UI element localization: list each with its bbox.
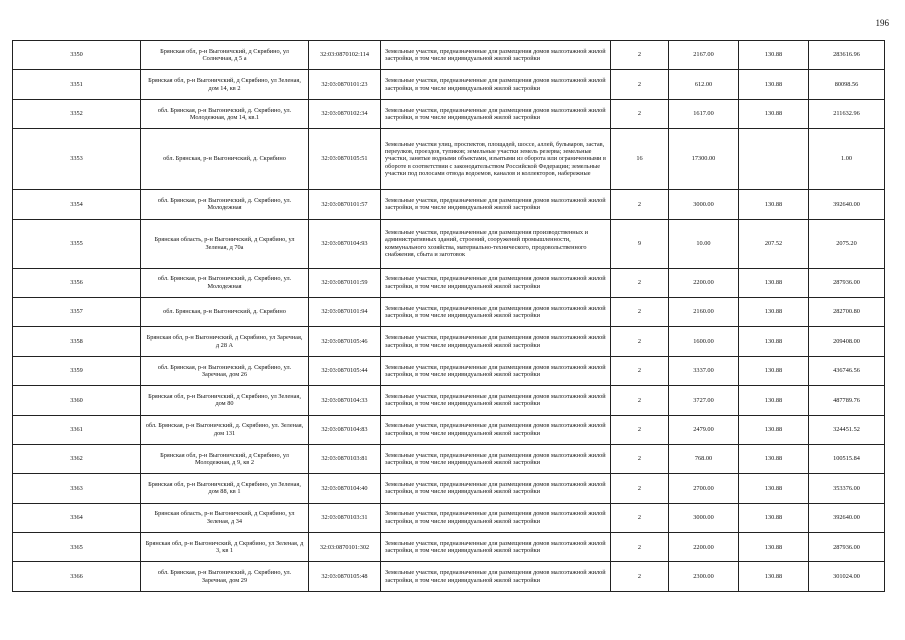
area-cell: 2167.00 xyxy=(669,41,739,70)
land-use-cell: Земельные участки, предназначенные для размещения домов малоэтажной жилой застройки, в том числе индивидуальной жилой застройки xyxy=(381,386,611,415)
land-use-cell: Земельные участки, предназначенные для размещения производственных и административных зданий, строений, сооружений промышленности, коммунального хозяйства, материально-технического, продовольственного снабжения, сбыта и заготовок xyxy=(381,219,611,268)
area-cell: 1600.00 xyxy=(669,327,739,356)
area-cell: 17300.00 xyxy=(669,129,739,190)
land-registry-table xyxy=(12,40,885,592)
table-row xyxy=(13,70,885,99)
use-group-cell: 16 xyxy=(611,129,669,190)
table-row xyxy=(13,415,885,444)
row-number-cell: 3365 xyxy=(13,533,141,562)
use-group-cell: 2 xyxy=(611,562,669,591)
cadastral-value-cell: 2075.20 xyxy=(809,219,885,268)
land-use-cell: Земельные участки, предназначенные для размещения домов малоэтажной жилой застройки, в том числе индивидуальной жилой застройки xyxy=(381,297,611,326)
row-number-cell: 3363 xyxy=(13,474,141,503)
area-cell: 3000.00 xyxy=(669,503,739,532)
address-cell: обл. Брянская, р-н Выгоничский, д. Скрябино xyxy=(141,129,309,190)
specific-value-cell: 130.88 xyxy=(739,533,809,562)
address-cell: обл. Брянская, р-н Выгоничский, д. Скрябино, ул. Заречная, дом 26 xyxy=(141,356,309,385)
address-cell: обл. Брянская, р-н Выгоничский, д. Скрябино xyxy=(141,297,309,326)
table-row xyxy=(13,356,885,385)
use-group-cell: 2 xyxy=(611,503,669,532)
cadastral-value-cell: 1.00 xyxy=(809,129,885,190)
area-cell: 2300.00 xyxy=(669,562,739,591)
use-group-cell: 2 xyxy=(611,99,669,128)
cadastral-number-cell: 32:03:0870104:93 xyxy=(309,219,381,268)
cadastral-number-cell: 32:03:0870105:51 xyxy=(309,129,381,190)
address-cell: Брянская обл, р-н Выгоничский, д Скрябино, ул Молодежная, д 9, кв 2 xyxy=(141,444,309,473)
address-cell: Брянская область, р-н Выгоничский, д Скрябино, ул Зеленая, д 70а xyxy=(141,219,309,268)
cadastral-value-cell: 353376.00 xyxy=(809,474,885,503)
land-use-cell: Земельные участки, предназначенные для размещения домов малоэтажной жилой застройки, в том числе индивидуальной жилой застройки xyxy=(381,415,611,444)
cadastral-value-cell: 287936.00 xyxy=(809,533,885,562)
row-number-cell: 3354 xyxy=(13,190,141,219)
cadastral-value-cell: 287936.00 xyxy=(809,268,885,297)
address-cell: Брянская обл, р-н Выгоничский, д Скрябино, ул Зеленая, дом 14, кв 2 xyxy=(141,70,309,99)
specific-value-cell: 130.88 xyxy=(739,386,809,415)
area-cell: 2160.00 xyxy=(669,297,739,326)
row-number-cell: 3359 xyxy=(13,356,141,385)
specific-value-cell: 130.88 xyxy=(739,41,809,70)
table-body xyxy=(13,41,885,592)
area-cell: 3000.00 xyxy=(669,190,739,219)
table-row xyxy=(13,327,885,356)
table-row xyxy=(13,503,885,532)
use-group-cell: 2 xyxy=(611,533,669,562)
specific-value-cell: 130.88 xyxy=(739,190,809,219)
area-cell: 2200.00 xyxy=(669,268,739,297)
cadastral-value-cell: 209408.00 xyxy=(809,327,885,356)
area-cell: 3337.00 xyxy=(669,356,739,385)
cadastral-value-cell: 392640.00 xyxy=(809,503,885,532)
use-group-cell: 2 xyxy=(611,268,669,297)
specific-value-cell: 130.88 xyxy=(739,327,809,356)
row-number-cell: 3361 xyxy=(13,415,141,444)
land-use-cell: Земельные участки, предназначенные для размещения домов малоэтажной жилой застройки, в том числе индивидуальной жилой застройки xyxy=(381,356,611,385)
specific-value-cell: 130.88 xyxy=(739,99,809,128)
area-cell: 768.00 xyxy=(669,444,739,473)
land-use-cell: Земельные участки, предназначенные для размещения домов малоэтажной жилой застройки, в том числе индивидуальной жилой застройки xyxy=(381,533,611,562)
table-row xyxy=(13,41,885,70)
specific-value-cell: 130.88 xyxy=(739,444,809,473)
land-use-cell: Земельные участки, предназначенные для размещения домов малоэтажной жилой застройки, в том числе индивидуальной жилой застройки xyxy=(381,444,611,473)
table-row xyxy=(13,444,885,473)
row-number-cell: 3351 xyxy=(13,70,141,99)
row-number-cell: 3362 xyxy=(13,444,141,473)
address-cell: обл. Брянская, р-н Выгоничский, д. Скрябино, ул. Молодежная xyxy=(141,190,309,219)
use-group-cell: 2 xyxy=(611,356,669,385)
area-cell: 612.00 xyxy=(669,70,739,99)
area-cell: 3727.00 xyxy=(669,386,739,415)
use-group-cell: 2 xyxy=(611,474,669,503)
cadastral-number-cell: 32:03:0870105:46 xyxy=(309,327,381,356)
area-cell: 10.00 xyxy=(669,219,739,268)
row-number-cell: 3357 xyxy=(13,297,141,326)
area-cell: 2479.00 xyxy=(669,415,739,444)
cadastral-number-cell: 32:03:0870101:59 xyxy=(309,268,381,297)
row-number-cell: 3355 xyxy=(13,219,141,268)
table-row xyxy=(13,190,885,219)
cadastral-value-cell: 80098.56 xyxy=(809,70,885,99)
table-row xyxy=(13,129,885,190)
row-number-cell: 3364 xyxy=(13,503,141,532)
address-cell: обл. Брянская, р-н Выгоничский, д. Скрябино, ул. Заречная, дом 29 xyxy=(141,562,309,591)
address-cell: Брянская обл, р-н Выгоничский, д Скрябино, ул Зеленая, дом 88, кв 1 xyxy=(141,474,309,503)
address-cell: Брянская обл, р-н Выгоничский, д Скрябино, ул Солнечная, д 5 а xyxy=(141,41,309,70)
cadastral-number-cell: 32:03:0870104:83 xyxy=(309,415,381,444)
specific-value-cell: 130.88 xyxy=(739,415,809,444)
specific-value-cell: 207.52 xyxy=(739,219,809,268)
specific-value-cell: 130.88 xyxy=(739,297,809,326)
area-cell: 2700.00 xyxy=(669,474,739,503)
area-cell: 2200.00 xyxy=(669,533,739,562)
cadastral-value-cell: 392640.00 xyxy=(809,190,885,219)
land-use-cell: Земельные участки, предназначенные для размещения домов малоэтажной жилой застройки, в том числе индивидуальной жилой застройки xyxy=(381,474,611,503)
row-number-cell: 3358 xyxy=(13,327,141,356)
cadastral-value-cell: 100515.84 xyxy=(809,444,885,473)
land-use-cell: Земельные участки, предназначенные для размещения домов малоэтажной жилой застройки, в том числе индивидуальной жилой застройки xyxy=(381,99,611,128)
address-cell: Брянская обл, р-н Выгоничский, д Скрябино, ул Зеленая, д 3, кв 1 xyxy=(141,533,309,562)
cadastral-number-cell: 32:03:0870101:23 xyxy=(309,70,381,99)
cadastral-value-cell: 283616.96 xyxy=(809,41,885,70)
address-cell: Брянская обл, р-н Выгоничский, д Скрябино, ул Заречная, д 28 А xyxy=(141,327,309,356)
specific-value-cell: 130.88 xyxy=(739,474,809,503)
cadastral-number-cell: 32:03:0870103:81 xyxy=(309,444,381,473)
specific-value-cell: 130.88 xyxy=(739,356,809,385)
cadastral-number-cell: 32:03:0870104:40 xyxy=(309,474,381,503)
page-number: 196 xyxy=(875,18,889,28)
cadastral-value-cell: 324451.52 xyxy=(809,415,885,444)
cadastral-value-cell: 301024.00 xyxy=(809,562,885,591)
cadastral-value-cell: 211632.96 xyxy=(809,99,885,128)
address-cell: обл. Брянская, р-н Выгоничский, д. Скрябино, ул. Молодежная xyxy=(141,268,309,297)
land-use-cell: Земельные участки, предназначенные для размещения домов малоэтажной жилой застройки, в том числе индивидуальной жилой застройки xyxy=(381,268,611,297)
cadastral-value-cell: 487789.76 xyxy=(809,386,885,415)
specific-value-cell xyxy=(739,129,809,190)
table-row xyxy=(13,562,885,591)
cadastral-number-cell: 32:03:0870104:33 xyxy=(309,386,381,415)
table-row xyxy=(13,219,885,268)
cadastral-number-cell: 32:03:0870105:48 xyxy=(309,562,381,591)
land-use-cell: Земельные участки, предназначенные для размещения домов малоэтажной жилой застройки, в том числе индивидуальной жилой застройки xyxy=(381,327,611,356)
row-number-cell: 3356 xyxy=(13,268,141,297)
use-group-cell: 2 xyxy=(611,297,669,326)
use-group-cell: 2 xyxy=(611,444,669,473)
cadastral-number-cell: 32:03:0870101:94 xyxy=(309,297,381,326)
address-cell: Брянская обл, р-н Выгоничский, д Скрябино, ул Зеленая, дом 80 xyxy=(141,386,309,415)
table-row xyxy=(13,99,885,128)
use-group-cell: 2 xyxy=(611,415,669,444)
cadastral-value-cell: 436746.56 xyxy=(809,356,885,385)
use-group-cell: 9 xyxy=(611,219,669,268)
row-number-cell: 3352 xyxy=(13,99,141,128)
land-use-cell: Земельные участки, предназначенные для размещения домов малоэтажной жилой застройки, в том числе индивидуальной жилой застройки xyxy=(381,503,611,532)
specific-value-cell: 130.88 xyxy=(739,503,809,532)
cadastral-number-cell: 32:03:0870101:57 xyxy=(309,190,381,219)
table-row xyxy=(13,386,885,415)
use-group-cell: 2 xyxy=(611,190,669,219)
area-cell: 1617.00 xyxy=(669,99,739,128)
row-number-cell: 3353 xyxy=(13,129,141,190)
row-number-cell: 3366 xyxy=(13,562,141,591)
address-cell: обл. Брянская, р-н Выгоничский, д. Скрябино, ул. Молодежная, дом 14, кв.1 xyxy=(141,99,309,128)
use-group-cell: 2 xyxy=(611,70,669,99)
table-row xyxy=(13,474,885,503)
use-group-cell: 2 xyxy=(611,386,669,415)
cadastral-number-cell: 32:03:0870102:34 xyxy=(309,99,381,128)
land-use-cell: Земельные участки, предназначенные для размещения домов малоэтажной жилой застройки, в том числе индивидуальной жилой застройки xyxy=(381,41,611,70)
cadastral-number-cell: 32:03:0870102:114 xyxy=(309,41,381,70)
address-cell: обл. Брянская, р-н Выгоничский, д. Скрябино, ул. Зеленая, дом 131 xyxy=(141,415,309,444)
specific-value-cell: 130.88 xyxy=(739,268,809,297)
table-row xyxy=(13,297,885,326)
address-cell: Брянская область, р-н Выгоничский, д Скрябино, ул Зеленая, д 34 xyxy=(141,503,309,532)
cadastral-number-cell: 32:03:0870103:31 xyxy=(309,503,381,532)
table-row xyxy=(13,268,885,297)
land-use-cell: Земельные участки, предназначенные для размещения домов малоэтажной жилой застройки, в том числе индивидуальной жилой застройки xyxy=(381,562,611,591)
cadastral-value-cell: 282700.80 xyxy=(809,297,885,326)
land-use-cell: Земельные участки, предназначенные для размещения домов малоэтажной жилой застройки, в том числе индивидуальной жилой застройки xyxy=(381,70,611,99)
table-row xyxy=(13,533,885,562)
specific-value-cell: 130.88 xyxy=(739,70,809,99)
cadastral-number-cell: 32:03:0870101:302 xyxy=(309,533,381,562)
specific-value-cell: 130.88 xyxy=(739,562,809,591)
cadastral-number-cell: 32:03:0870105:44 xyxy=(309,356,381,385)
use-group-cell: 2 xyxy=(611,327,669,356)
row-number-cell: 3350 xyxy=(13,41,141,70)
row-number-cell: 3360 xyxy=(13,386,141,415)
land-use-cell: Земельные участки, предназначенные для размещения домов малоэтажной жилой застройки, в том числе индивидуальной жилой застройки xyxy=(381,190,611,219)
land-use-cell: Земельные участки улиц, проспектов, площадей, шоссе, аллей, бульваров, застав, переулков, проездов, тупиков; земельные участки земель резерва; земельные участки, занятые водными объектами, изъятыми из оборота или ограниченными в обороте в соответствии с законодательством Российской Федерации; земельные участки под полосами отвода водоемов, каналов и коллекторов, набережные xyxy=(381,129,611,190)
use-group-cell: 2 xyxy=(611,41,669,70)
